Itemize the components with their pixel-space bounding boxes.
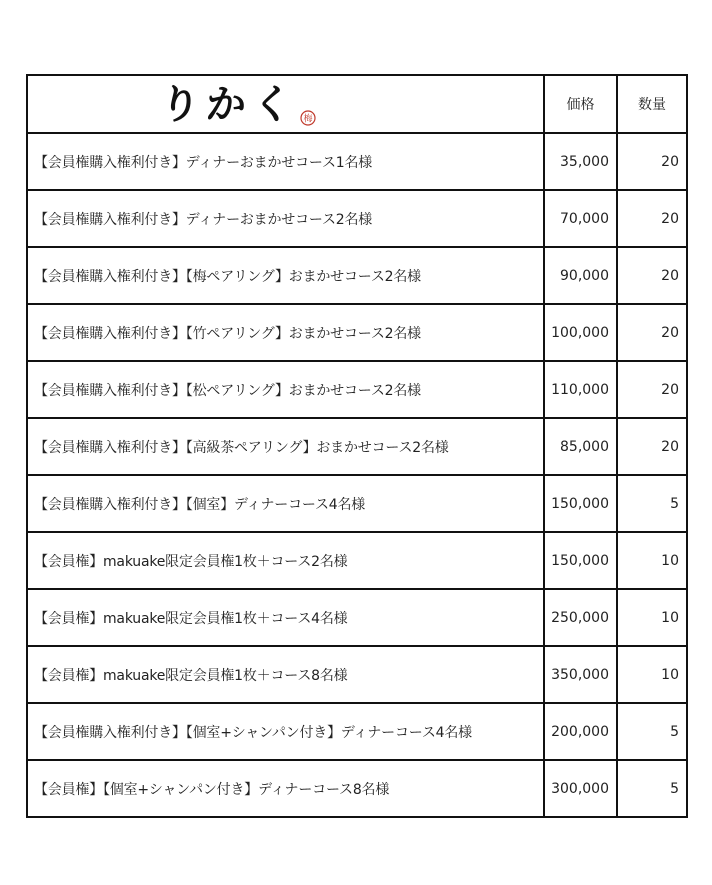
qty-cell: 20 — [617, 304, 687, 361]
price-cell: 90,000 — [544, 247, 617, 304]
table-row — [27, 589, 687, 646]
price-cell: 250,000 — [544, 589, 617, 646]
qty-cell: 20 — [617, 418, 687, 475]
logo-cell — [27, 75, 544, 133]
table-row — [27, 703, 687, 760]
qty-cell: 20 — [617, 133, 687, 190]
logo-text: りかく — [158, 81, 300, 128]
price-cell: 350,000 — [544, 646, 617, 703]
item-name-cell: 【会員権】【個室+シャンパン付き】ディナーコース8名様 — [27, 760, 544, 817]
price-cell: 300,000 — [544, 760, 617, 817]
price-header: 価格 — [544, 75, 617, 133]
table-row — [27, 247, 687, 304]
item-name-cell: 【会員権】makuake限定会員権1枚＋コース2名様 — [27, 532, 544, 589]
item-name-cell: 【会員権購入権利付き】【高級茶ペアリング】おまかせコース2名様 — [27, 418, 544, 475]
price-cell: 35,000 — [544, 133, 617, 190]
qty-cell: 10 — [617, 646, 687, 703]
seal-icon — [300, 110, 316, 126]
item-name-cell: 【会員権購入権利付き】ディナーおまかせコース2名様 — [27, 190, 544, 247]
item-name-cell: 【会員権購入権利付き】ディナーおまかせコース1名様 — [27, 133, 544, 190]
item-name-cell: 【会員権購入権利付き】【竹ペアリング】おまかせコース2名様 — [27, 304, 544, 361]
price-cell: 150,000 — [544, 532, 617, 589]
price-cell: 85,000 — [544, 418, 617, 475]
table-row — [27, 475, 687, 532]
price-cell: 150,000 — [544, 475, 617, 532]
table-row — [27, 133, 687, 190]
item-name-cell: 【会員権】makuake限定会員権1枚＋コース4名様 — [27, 589, 544, 646]
qty-cell: 10 — [617, 589, 687, 646]
price-cell: 70,000 — [544, 190, 617, 247]
table-row — [27, 532, 687, 589]
qty-cell: 20 — [617, 190, 687, 247]
qty-cell: 10 — [617, 532, 687, 589]
qty-cell: 5 — [617, 703, 687, 760]
item-name-cell: 【会員権購入権利付き】【松ペアリング】おまかせコース2名様 — [27, 361, 544, 418]
table-row — [27, 760, 687, 817]
header-row — [27, 75, 687, 133]
table-row — [27, 646, 687, 703]
item-name-cell: 【会員権】makuake限定会員権1枚＋コース8名様 — [27, 646, 544, 703]
price-cell: 110,000 — [544, 361, 617, 418]
qty-header: 数量 — [617, 75, 687, 133]
qty-cell: 5 — [617, 475, 687, 532]
item-name-cell: 【会員権購入権利付き】【個室+シャンパン付き】ディナーコース4名様 — [27, 703, 544, 760]
table-row — [27, 418, 687, 475]
logo — [160, 82, 316, 128]
item-name-cell: 【会員権購入権利付き】【個室】ディナーコース4名様 — [27, 475, 544, 532]
qty-cell: 20 — [617, 361, 687, 418]
table-row — [27, 190, 687, 247]
table-row — [27, 361, 687, 418]
item-name-cell: 【会員権購入権利付き】【梅ペアリング】おまかせコース2名様 — [27, 247, 544, 304]
pricing-table — [26, 74, 688, 818]
qty-cell: 5 — [617, 760, 687, 817]
price-cell: 100,000 — [544, 304, 617, 361]
seal-text: 梅 — [303, 114, 313, 125]
qty-cell: 20 — [617, 247, 687, 304]
price-cell: 200,000 — [544, 703, 617, 760]
table-row — [27, 304, 687, 361]
